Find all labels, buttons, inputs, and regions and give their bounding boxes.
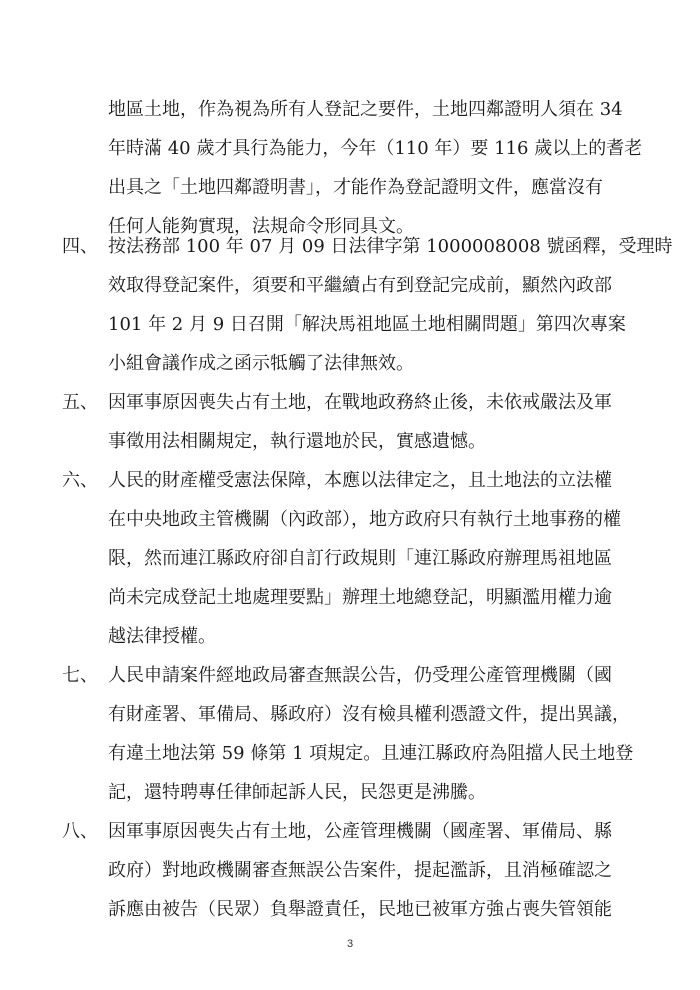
text-line: 越法律授權。: [108, 626, 216, 647]
item-marker: 八、: [62, 821, 98, 842]
text-line: 出具之「土地四鄰證明書」，才能作為登記證明文件，應當沒有: [108, 177, 603, 198]
text-line: 效取得登記案件，須要和平繼續占有到登記完成前，顯然內政部: [108, 275, 612, 296]
text-line: 政府）對地政機關審查無誤公告案件，提起濫訴，且消極確認之: [108, 860, 612, 881]
text-line: 小組會議作成之函示牴觸了法律無效。: [108, 353, 414, 374]
text-line: 有財產署、軍備局、縣政府）沒有檢具權利憑證文件，提出異議，: [108, 704, 630, 725]
text-line: 尚未完成登記土地處理要點」辦理土地總登記，明顯濫用權力逾: [108, 587, 612, 608]
text-line: 在中央地政主管機關（內政部），地方政府只有執行土地事務的權: [108, 509, 621, 530]
text-line: 有違土地法第 59 條第 1 項規定。且連江縣政府為阻擋人民土地登: [108, 743, 634, 764]
text-line: 人民的財產權受憲法保障，本應以法律定之，且土地法的立法權: [108, 470, 612, 491]
text-line: 年時滿 40 歲才具行為能力，今年（110 年）要 116 歲以上的耆老: [108, 138, 643, 159]
item-marker: 四、: [62, 236, 98, 257]
item-marker: 七、: [62, 665, 98, 686]
text-line: 訴應由被告（民眾）負舉證責任，民地已被軍方強占喪失管領能: [108, 899, 612, 920]
text-line: 限，然而連江縣政府卻自訂行政規則「連江縣政府辦理馬祖地區: [108, 548, 612, 569]
page-number: 3: [346, 938, 354, 950]
text-line: 按法務部 100 年 07 月 09 日法律字第 1000008008 號函釋，受理時: [108, 236, 673, 257]
text-line: 事徵用法相關規定，執行還地於民，實感遺憾。: [108, 431, 486, 452]
text-line: 人民申請案件經地政局審查無誤公告，仍受理公產管理機關（國: [108, 665, 612, 686]
text-line: 記，還特聘專任律師起訴人民，民怨更是沸騰。: [108, 782, 486, 803]
text-line: 因軍事原因喪失占有土地，在戰地政務終止後，未依戒嚴法及軍: [108, 392, 612, 413]
text-line: 因軍事原因喪失占有土地，公產管理機關（國產署、軍備局、縣: [108, 821, 612, 842]
item-marker: 六、: [62, 470, 98, 491]
item-marker: 五、: [62, 392, 98, 413]
text-line: 任何人能夠實現，法規命令形同具文。: [108, 216, 414, 237]
text-line: 地區土地，作為視為所有人登記之要件，土地四鄰證明人須在 34: [108, 99, 623, 120]
text-line: 101 年 2 月 9 日召開「解決馬祖地區土地相關問題」第四次專案: [108, 314, 626, 335]
